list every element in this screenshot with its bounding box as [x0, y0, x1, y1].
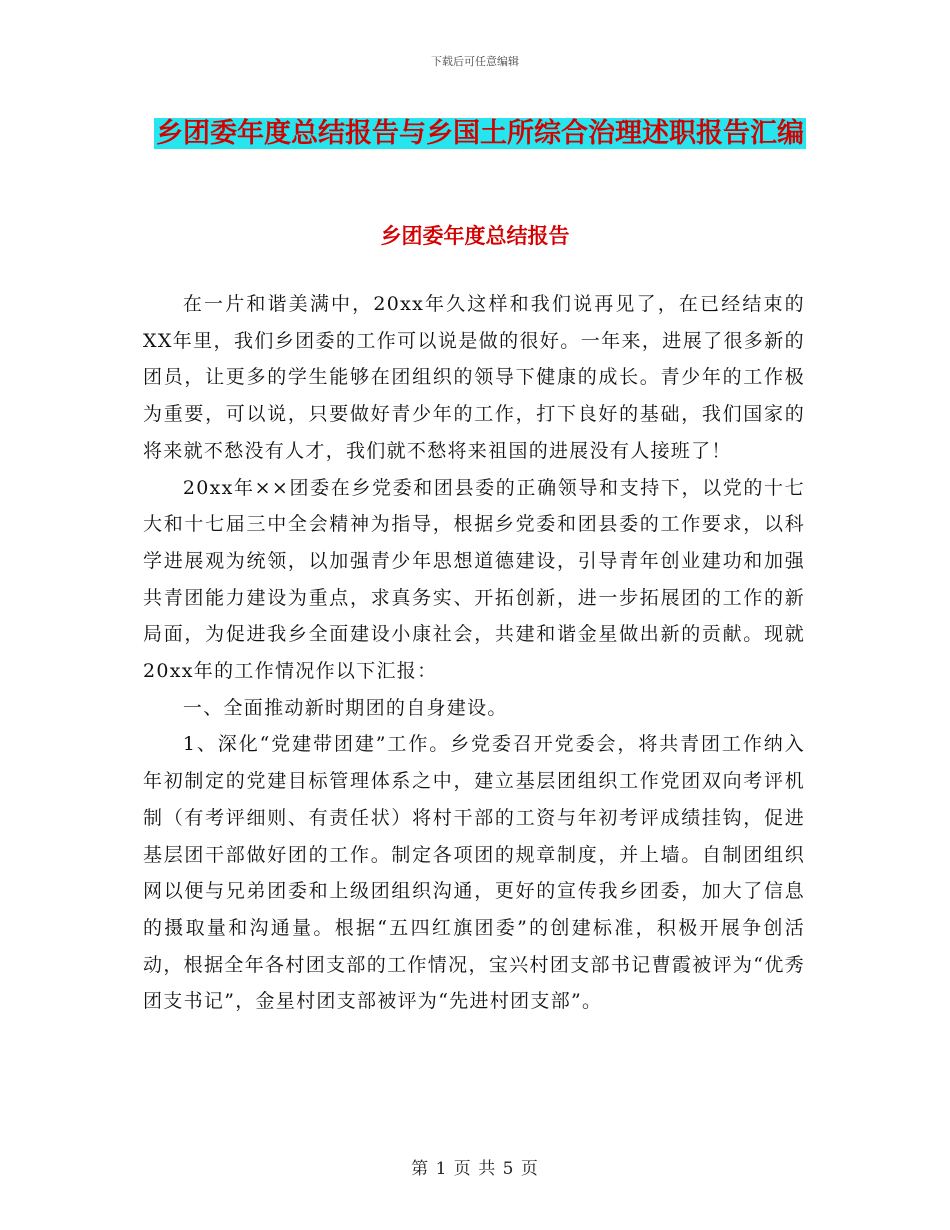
page-number-footer: 第 1 页 共 5 页	[411, 1159, 539, 1179]
document-body	[143, 286, 805, 1020]
document-title	[150, 108, 810, 159]
header-note: 下载后可任意编辑	[431, 55, 519, 68]
paragraph: 一、全面推动新时期团的自身建设。	[182, 696, 508, 719]
paragraph: 20xx年××团委在乡党委和团县委的正确领导和支持下，以党的十七大和十七届三中全会精神为指导，根据乡党委和团县委的工作要求，以科学进展观为统领，以加强青少年思想道德建设，引导青年创业建功和加强共青团能力建设为重点，求真务实、开拓创新，进一步拓展团的工作的新局面，为促进我乡全面建设小康社会，共建和谐金星做出新的贡献。现就20xx年的工作情况作以下汇报：	[143, 476, 805, 683]
paragraph: 在一片和谐美满中，20xx年久这样和我们说再见了，在已经结束的XX年里，我们乡团委的工作可以说是做的很好。一年来，进展了很多新的团员，让更多的学生能够在团组织的领导下健康的成长。青少年的工作极为重要，可以说，只要做好青少年的工作，打下良好的基础，我们国家的将来就不愁没有人才，我们就不愁将来祖国的进展没有人接班了！	[143, 293, 805, 462]
paragraph: 1、深化“党建带团建”工作。乡党委召开党委会，将共青团工作纳入年初制定的党建目标管理体系之中，建立基层团组织工作党团双向考评机制（有考评细则、有责任状）将村干部的工资与年初考评成绩挂钩，促进基层团干部做好团的工作。制定各项团的规章制度，并上墙。自制团组织网以便与兄弟团委和上级团组织沟通，更好的宣传我乡团委，加大了信息的摄取量和沟通量。根据“五四红旗团委”的创建标准，积极开展争创活动，根据全年各村团支部的工作情况，宝兴村团支部书记曹霞被评为“优秀团支书记”，金星村团支部被评为“先进村团支部”。	[143, 733, 805, 1013]
section-title: 乡团委年度总结报告	[380, 224, 570, 248]
document-title-text: 乡团委年度总结报告与乡国土所综合治理述职报告汇编	[156, 118, 804, 149]
